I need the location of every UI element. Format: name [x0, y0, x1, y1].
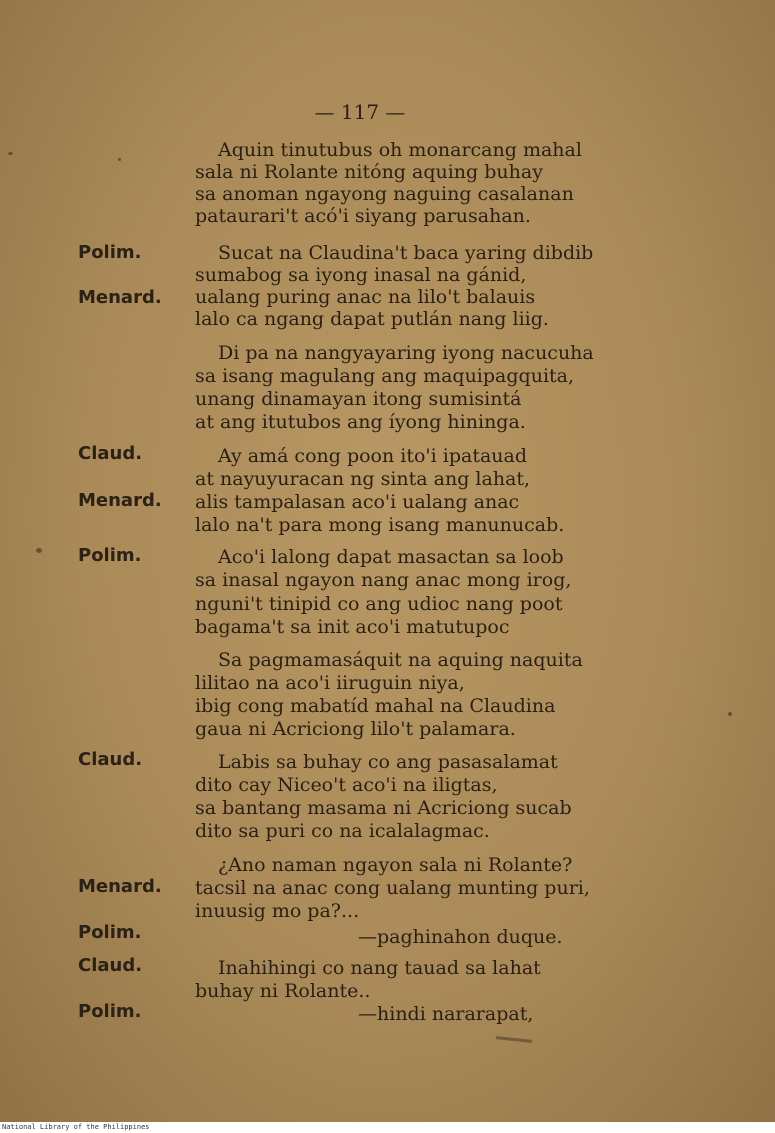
verse-line: gaua ni Acriciong lilo't palamara.: [195, 718, 516, 740]
speaker-label: Menard.: [78, 490, 162, 511]
verse-line: Di pa na nangyayaring iyong nacucuha: [218, 342, 594, 364]
verse-line: lalo ca ngang dapat putlán nang liig.: [195, 308, 549, 330]
ink-speck: [728, 712, 732, 716]
verse-line: sa bantang masama ni Acriciong sucab: [195, 797, 572, 819]
verse-line: alis tampalasan aco'i ualang anac: [195, 491, 520, 513]
verse-line: inuusig mo pa?...: [195, 900, 360, 922]
verse-line: lalo na't para mong isang manunucab.: [195, 514, 565, 536]
verse-line: Labis sa buhay co ang pasasalamat: [218, 751, 558, 773]
verse-line: dito cay Niceo't aco'i na iligtas,: [195, 774, 498, 796]
verse-line: pataurari't acó'i siyang parusahan.: [195, 205, 531, 227]
verse-line: sa anoman ngayong naguing casalanan: [195, 183, 574, 205]
stage-direction: —paghinahon duque.: [358, 926, 563, 948]
speaker-label: Claud.: [78, 749, 143, 770]
ink-speck: [36, 548, 42, 553]
page-number: — 117 —: [314, 100, 406, 124]
verse-line: sumabog sa iyong inasal na gánid,: [195, 264, 527, 286]
verse-line: sala ni Rolante nitóng aquing buhay: [195, 161, 543, 183]
verse-line: ¿Ano naman ngayon sala ni Rolante?: [218, 854, 573, 876]
speaker-label: Menard.: [78, 876, 162, 897]
ink-speck: [8, 152, 13, 155]
verse-line: ibig cong mabatíd mahal na Claudina: [195, 695, 556, 717]
verse-line: lilitao na aco'i iiruguin niya,: [195, 672, 465, 694]
verse-line: Aquin tinutubus oh monarcang mahal: [218, 139, 582, 161]
verse-line: ualang puring anac na lilo't balauis: [195, 286, 536, 308]
verse-line: Sa pagmamasáquit na aquing naquita: [218, 649, 583, 671]
verse-line: at ang itutubos ang íyong hininga.: [195, 411, 526, 433]
verse-line: bagama't sa init aco'i matutupoc: [195, 616, 510, 638]
ink-mark: [496, 1036, 532, 1043]
verse-line: dito sa puri co na icalalagmac.: [195, 820, 490, 842]
verse-line: nguni't tinipid co ang udioc nang poot: [195, 593, 563, 615]
verse-line: buhay ni Rolante..: [195, 980, 371, 1002]
speaker-label: Claud.: [78, 443, 143, 464]
speaker-label: Polim.: [78, 1001, 142, 1022]
verse-line: unang dinamayan itong sumisintá: [195, 388, 522, 410]
verse-line: sa inasal ngayon nang anac mong irog,: [195, 569, 572, 591]
ink-speck: [118, 158, 121, 161]
verse-line: sa isang magulang ang maquipagquita,: [195, 365, 575, 387]
verse-line: Sucat na Claudina't baca yaring dibdib: [218, 242, 594, 264]
speaker-label: Polim.: [78, 922, 142, 943]
speaker-label: Polim.: [78, 545, 142, 566]
verse-line: Aco'i lalong dapat masactan sa loob: [218, 546, 564, 568]
verse-line: Ay amá cong poon ito'i ipatauad: [218, 445, 528, 467]
verse-line: tacsil na anac cong ualang munting puri,: [195, 877, 590, 899]
verse-line: at nayuyuracan ng sinta ang lahat,: [195, 468, 531, 490]
speaker-label: Polim.: [78, 242, 142, 263]
library-watermark: National Library of the Philippines: [0, 1122, 775, 1133]
stage-direction: —hindi nararapat,: [358, 1003, 534, 1025]
speaker-label: Claud.: [78, 955, 143, 976]
verse-line: Inahihingi co nang tauad sa lahat: [218, 957, 541, 979]
speaker-label: Menard.: [78, 287, 162, 308]
